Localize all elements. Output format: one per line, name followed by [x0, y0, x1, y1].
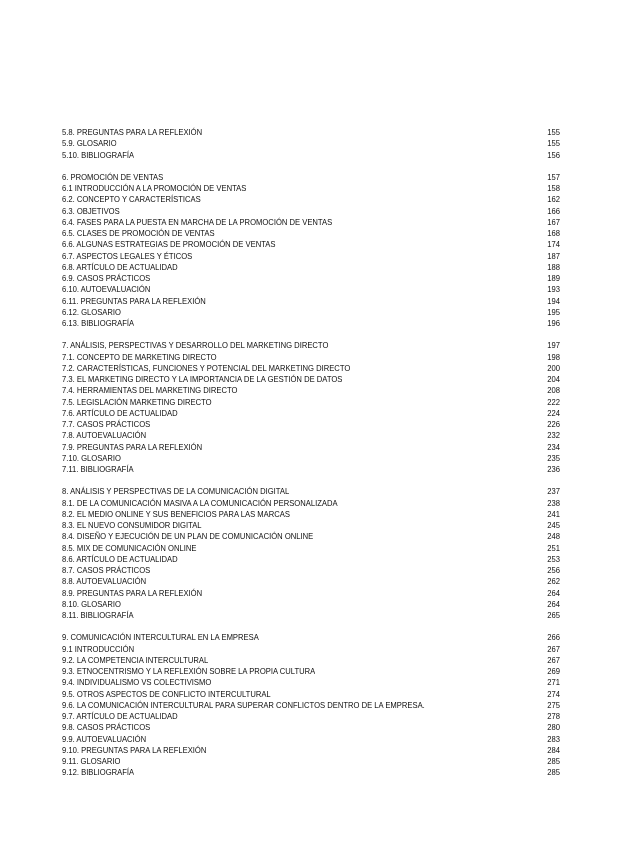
- toc-entry-row: [62, 689, 560, 700]
- toc-entry-page: 195: [547, 306, 561, 317]
- toc-chapter-row: [62, 340, 560, 351]
- toc-entry-title: 6.11. PREGUNTAS PARA LA REFLEXIÓN: [62, 295, 206, 306]
- toc-chapter-row: [62, 172, 560, 183]
- toc-entry-row: [62, 509, 560, 520]
- toc-entry-title: 9.5. OTROS ASPECTOS DE CONFLICTO INTERCULTURAL: [62, 688, 271, 699]
- toc-entry-row: [62, 767, 560, 778]
- toc-entry-title: 6.8. ARTÍCULO DE ACTUALIDAD: [62, 261, 178, 272]
- toc-entry-row: [62, 206, 560, 217]
- toc-entry-row: [62, 318, 560, 329]
- toc-entry-page: 187: [547, 250, 561, 261]
- toc-entry-row: [62, 464, 560, 475]
- toc-entry-page: 264: [547, 587, 561, 598]
- toc-entry-page: 266: [547, 632, 561, 643]
- toc-entry-title: 9.10. PREGUNTAS PARA LA REFLEXIÓN: [62, 744, 207, 755]
- toc-entry-title: 9.7. ARTÍCULO DE ACTUALIDAD: [62, 711, 178, 721]
- toc-entry-title: 9.8. CASOS PRÁCTICOS: [62, 722, 151, 733]
- toc-entry-page: 235: [547, 452, 561, 463]
- toc-entry-page: 193: [547, 284, 561, 295]
- toc-entry-page: 271: [547, 677, 561, 688]
- toc-entry-title: 9.12. BIBLIOGRAFÍA: [62, 767, 135, 778]
- toc-entry-title: 6.7. ASPECTOS LEGALES Y ÉTICOS: [62, 250, 193, 261]
- toc-entry-page: 174: [547, 239, 561, 250]
- toc-entry-page: 197: [547, 340, 561, 351]
- toc-entry-row: [62, 194, 560, 205]
- toc-entry-row: [62, 138, 560, 149]
- toc-entry-title: 9.6. LA COMUNICACIÓN INTERCULTURAL PARA SUPERAR CONFLICTOS DENTRO DE LA EMPRESA.: [62, 699, 425, 710]
- toc-entry-page: 237: [547, 486, 561, 497]
- toc-entry-row: [62, 284, 560, 295]
- toc-entry-title: 6.1 INTRODUCCIÓN A LA PROMOCIÓN DE VENTAS: [62, 183, 247, 193]
- toc-entry-row: [62, 543, 560, 554]
- toc-entry-page: 162: [547, 194, 561, 205]
- toc-entry-page: 208: [547, 385, 561, 396]
- toc-entry-page: 226: [547, 419, 561, 429]
- toc-entry-page: 238: [547, 497, 561, 508]
- toc-entry-row: [62, 419, 560, 430]
- toc-entry-title: 7.9. PREGUNTAS PARA LA REFLEXIÓN: [62, 441, 203, 452]
- toc-entry-row: [62, 408, 560, 419]
- toc-entry-title: 7.3. EL MARKETING DIRECTO Y LA IMPORTANCIA DE LA GESTIÓN DE DATOS: [62, 374, 343, 384]
- toc-entry-row: [62, 453, 560, 464]
- toc-entry-title: 6.9. CASOS PRÁCTICOS: [62, 273, 151, 283]
- toc-entry-page: 264: [547, 598, 561, 609]
- toc-entry-page: 267: [547, 643, 561, 654]
- toc-entry-page: 283: [547, 733, 561, 744]
- toc-entry-title: 6.3. OBJETIVOS: [62, 205, 120, 216]
- toc-entry-page: 158: [547, 183, 561, 193]
- toc-entry-row: [62, 554, 560, 565]
- toc-entry-row: [62, 588, 560, 599]
- table-of-contents: [62, 127, 560, 779]
- toc-entry-page: 274: [547, 688, 561, 699]
- toc-entry-title: 9.2. LA COMPETENCIA INTERCULTURAL: [62, 654, 209, 665]
- toc-entry-title: 8.4. DISEÑO Y EJECUCIÓN DE UN PLAN DE COMUNICACIÓN ONLINE: [62, 531, 314, 542]
- toc-entry-row: [62, 442, 560, 453]
- toc-entry-title: 7.11. BIBLIOGRAFÍA: [62, 464, 134, 474]
- toc-entry-row: [62, 228, 560, 239]
- toc-entry-row: [62, 352, 560, 363]
- toc-entry-title: 6.10. AUTOEVALUACIÓN: [62, 284, 151, 295]
- toc-entry-title: 9.9. AUTOEVALUACIÓN: [62, 733, 147, 744]
- toc-entry-row: [62, 127, 560, 138]
- toc-entry-title: 9.4. INDIVIDUALISMO VS COLECTIVISMO: [62, 677, 212, 688]
- toc-entry-title: 8.3. EL NUEVO CONSUMIDOR DIGITAL: [62, 520, 202, 530]
- toc-entry-page: 222: [547, 396, 561, 407]
- toc-entry-row: [62, 610, 560, 621]
- toc-entry-title: 8.2. EL MEDIO ONLINE Y SUS BENEFICIOS PARA LAS MARCAS: [62, 508, 290, 519]
- toc-entry-page: 200: [547, 362, 561, 373]
- toc-entry-row: [62, 150, 560, 161]
- toc-entry-title: 8.6. ARTÍCULO DE ACTUALIDAD: [62, 553, 178, 564]
- toc-entry-title: 6.4. FASES PARA LA PUESTA EN MARCHA DE LA PROMOCIÓN DE VENTAS: [62, 216, 333, 227]
- toc-entry-page: 232: [547, 430, 561, 441]
- toc-entry-row: [62, 745, 560, 756]
- toc-chapter-row: [62, 632, 560, 643]
- toc-entry-page: 194: [547, 295, 561, 306]
- toc-entry-title: 7.8. AUTOEVALUACIÓN: [62, 430, 147, 441]
- toc-entry-page: 156: [547, 149, 561, 160]
- toc-entry-row: [62, 565, 560, 576]
- toc-entry-page: 269: [547, 666, 561, 676]
- toc-entry-page: 241: [547, 508, 561, 519]
- toc-entry-title: 8.7. CASOS PRÁCTICOS: [62, 565, 151, 575]
- toc-entry-title: 9.1 INTRODUCCIÓN: [62, 643, 135, 654]
- toc-entry-page: 248: [547, 531, 561, 542]
- toc-entry-page: 275: [547, 699, 561, 710]
- toc-entry-title: 7.5. LEGISLACIÓN MARKETING DIRECTO: [62, 396, 212, 407]
- toc-entry-row: [62, 363, 560, 374]
- toc-entry-page: 189: [547, 273, 561, 283]
- toc-entry-row: [62, 520, 560, 531]
- toc-entry-page: 262: [547, 576, 561, 587]
- toc-entry-row: [62, 307, 560, 318]
- toc-entry-page: 188: [547, 261, 561, 272]
- toc-entry-title: 8. ANÁLISIS Y PERSPECTIVAS DE LA COMUNICACIÓN DIGITAL: [62, 486, 290, 497]
- toc-entry-page: 285: [547, 756, 561, 766]
- toc-entry-title: 7.4. HERRAMIENTAS DEL MARKETING DIRECTO: [62, 385, 238, 396]
- toc-entry-row: [62, 711, 560, 722]
- toc-entry-title: 8.9. PREGUNTAS PARA LA REFLEXIÓN: [62, 587, 203, 598]
- toc-entry-page: 155: [547, 127, 561, 137]
- toc-entry-title: 5.10. BIBLIOGRAFÍA: [62, 149, 135, 160]
- toc-entry-page: 198: [547, 351, 561, 362]
- toc-entry-page: 157: [547, 171, 561, 182]
- toc-entry-page: 234: [547, 441, 561, 452]
- toc-entry-row: [62, 273, 560, 284]
- toc-entry-title: 7.10. GLOSARIO: [62, 452, 121, 463]
- toc-entry-title: 7. ANÁLISIS, PERSPECTIVAS Y DESARROLLO DEL MARKETING DIRECTO: [62, 340, 329, 351]
- toc-entry-page: 265: [547, 610, 561, 620]
- toc-entry-page: 285: [547, 767, 561, 778]
- toc-entry-row: [62, 296, 560, 307]
- toc-entry-row: [62, 677, 560, 688]
- toc-entry-page: 278: [547, 711, 561, 721]
- toc-entry-title: 8.10. GLOSARIO: [62, 598, 121, 609]
- toc-entry-title: 9.3. ETNOCENTRISMO Y LA REFLEXIÓN SOBRE LA PROPIA CULTURA: [62, 666, 316, 676]
- toc-entry-row: [62, 385, 560, 396]
- toc-entry-title: 6.5. CLASES DE PROMOCIÓN DE VENTAS: [62, 228, 215, 238]
- toc-entry-row: [62, 644, 560, 655]
- toc-entry-page: 168: [547, 228, 561, 238]
- toc-entry-title: 7.2. CARACTERÍSTICAS, FUNCIONES Y POTENCIAL DEL MARKETING DIRECTO: [62, 362, 351, 373]
- toc-entry-title: 9. COMUNICACIÓN INTERCULTURAL EN LA EMPRESA: [62, 632, 259, 643]
- toc-entry-title: 8.8. AUTOEVALUACIÓN: [62, 576, 147, 587]
- toc-entry-page: 256: [547, 565, 561, 575]
- toc-entry-page: 251: [547, 542, 561, 553]
- toc-entry-page: 267: [547, 654, 561, 665]
- toc-entry-page: 155: [547, 138, 561, 149]
- toc-entry-row: [62, 251, 560, 262]
- toc-entry-row: [62, 183, 560, 194]
- toc-entry-title: 8.1. DE LA COMUNICACIÓN MASIVA A LA COMUNICACIÓN PERSONALIZADA: [62, 497, 338, 508]
- toc-entry-row: [62, 262, 560, 273]
- toc-entry-title: 8.5. MIX DE COMUNICACIÓN ONLINE: [62, 542, 197, 553]
- toc-entry-row: [62, 666, 560, 677]
- toc-entry-row: [62, 217, 560, 228]
- toc-entry-page: 284: [547, 744, 561, 755]
- toc-entry-row: [62, 734, 560, 745]
- toc-entry-row: [62, 397, 560, 408]
- toc-entry-page: 166: [547, 205, 561, 216]
- toc-entry-title: 7.7. CASOS PRÁCTICOS: [62, 419, 151, 429]
- toc-chapter-row: [62, 486, 560, 497]
- toc-entry-row: [62, 498, 560, 509]
- toc-entry-row: [62, 531, 560, 542]
- toc-entry-title: 6.2. CONCEPTO Y CARACTERÍSTICAS: [62, 194, 201, 205]
- toc-entry-title: 5.8. PREGUNTAS PARA LA REFLEXIÓN: [62, 127, 203, 137]
- toc-entry-row: [62, 374, 560, 385]
- toc-entry-page: 224: [547, 407, 561, 418]
- toc-entry-title: 6.13. BIBLIOGRAFÍA: [62, 318, 135, 328]
- toc-entry-row: [62, 655, 560, 666]
- toc-entry-title: 6.12. GLOSARIO: [62, 306, 121, 317]
- toc-entry-row: [62, 239, 560, 250]
- toc-entry-row: [62, 700, 560, 711]
- toc-entry-title: 5.9. GLOSARIO: [62, 138, 117, 149]
- toc-entry-page: 196: [547, 318, 561, 328]
- toc-entry-page: 245: [547, 520, 561, 530]
- toc-entry-page: 280: [547, 722, 561, 733]
- toc-entry-title: 9.11. GLOSARIO: [62, 756, 121, 766]
- toc-entry-title: 7.6. ARTÍCULO DE ACTUALIDAD: [62, 407, 178, 418]
- toc-entry-page: 204: [547, 374, 561, 384]
- toc-entry-page: 167: [547, 216, 561, 227]
- toc-entry-row: [62, 576, 560, 587]
- toc-entry-title: 8.11. BIBLIOGRAFÍA: [62, 610, 134, 620]
- toc-entry-page: 253: [547, 553, 561, 564]
- toc-entry-row: [62, 722, 560, 733]
- toc-entry-title: 7.1. CONCEPTO DE MARKETING DIRECTO: [62, 351, 217, 362]
- toc-entry-title: 6. PROMOCIÓN DE VENTAS: [62, 171, 164, 182]
- toc-entry-title: 6.6. ALGUNAS ESTRATEGIAS DE PROMOCIÓN DE VENTAS: [62, 239, 276, 250]
- toc-entry-row: [62, 599, 560, 610]
- toc-entry-page: 236: [547, 464, 561, 474]
- toc-entry-row: [62, 430, 560, 441]
- toc-entry-row: [62, 756, 560, 767]
